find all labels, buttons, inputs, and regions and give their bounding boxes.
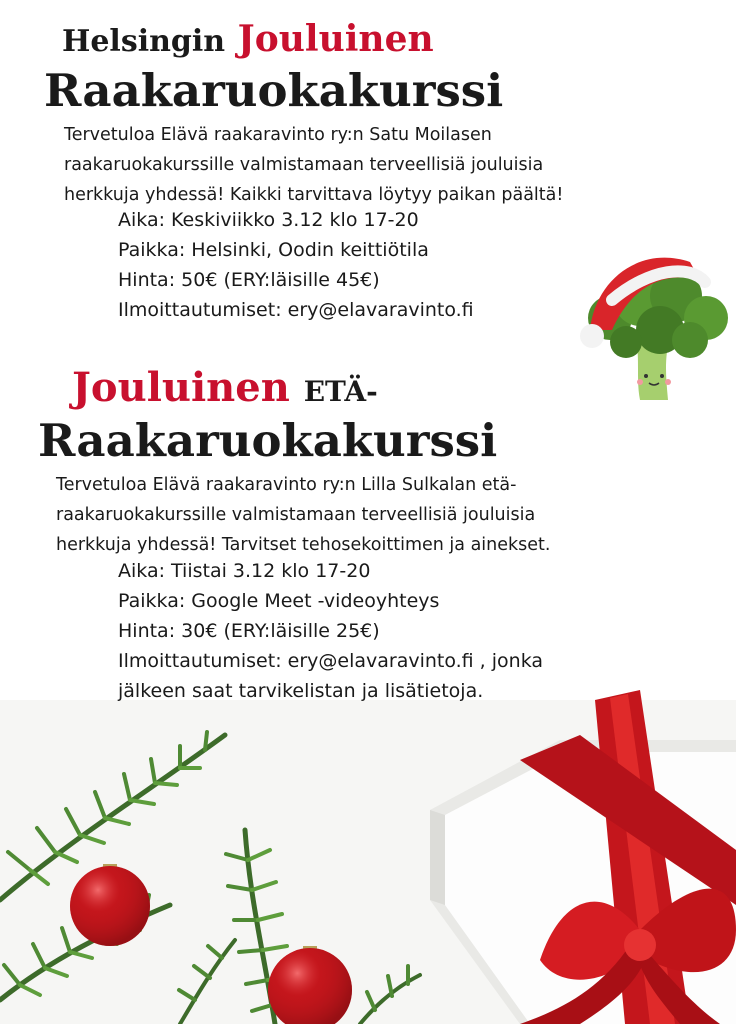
broccoli-santa-hat-icon bbox=[580, 258, 728, 400]
course2-intro bbox=[56, 470, 550, 560]
course2-registration: Ilmoittautumiset: ery@elavaravinto.fi , jonka bbox=[118, 650, 544, 672]
course1-time: Aika: Keskiviikko 3.12 klo 17-20 bbox=[118, 209, 419, 231]
course2-details bbox=[118, 556, 543, 706]
course1-title-line1 bbox=[62, 18, 434, 60]
course2-intro-line: herkkuja yhdessä! Tarvitset tehosekoittimen ja ainekset. bbox=[56, 535, 551, 555]
course1-intro-line: herkkuja yhdessä! Kaikki tarvittava löytyy paikan päältä! bbox=[64, 185, 564, 205]
course1-title-main: Raakaruokakurssi bbox=[44, 64, 504, 117]
course2-time: Aika: Tiistai 3.12 klo 17-20 bbox=[118, 560, 371, 582]
course1-intro bbox=[64, 120, 563, 210]
course2-registration-note: jälkeen saat tarvikelistan ja lisätietoja. bbox=[118, 680, 484, 702]
course2-title-suffix: ETÄ- bbox=[303, 375, 378, 408]
course1-registration: Ilmoittautumiset: ery@elavaravinto.fi bbox=[118, 299, 474, 321]
course1-intro-line: raakaruokakurssille valmistamaan terveellisiä jouluisia bbox=[64, 155, 544, 175]
course1-title-highlight: Jouluinen bbox=[237, 18, 434, 60]
course2-place: Paikka: Google Meet -videoyhteys bbox=[118, 590, 440, 612]
course1-title-prefix: Helsingin bbox=[62, 24, 226, 59]
course2-title-main: Raakaruokakurssi bbox=[38, 414, 498, 467]
course2-intro-line: raakaruokakurssille valmistamaan terveellisiä jouluisia bbox=[56, 505, 536, 525]
course1-place: Paikka: Helsinki, Oodin keittiötila bbox=[118, 239, 429, 261]
course2-title-line1 bbox=[72, 364, 378, 411]
course1-details bbox=[118, 205, 474, 325]
course1-price: Hinta: 50€ (ERY:läisille 45€) bbox=[118, 269, 380, 291]
course1-intro-line: Tervetuloa Elävä raakaravinto ry:n Satu Moilasen bbox=[64, 125, 492, 145]
course2-price: Hinta: 30€ (ERY:läisille 25€) bbox=[118, 620, 380, 642]
course2-intro-line: Tervetuloa Elävä raakaravinto ry:n Lilla Sulkalan etä- bbox=[56, 475, 517, 495]
course2-title-highlight: Jouluinen bbox=[72, 364, 290, 411]
